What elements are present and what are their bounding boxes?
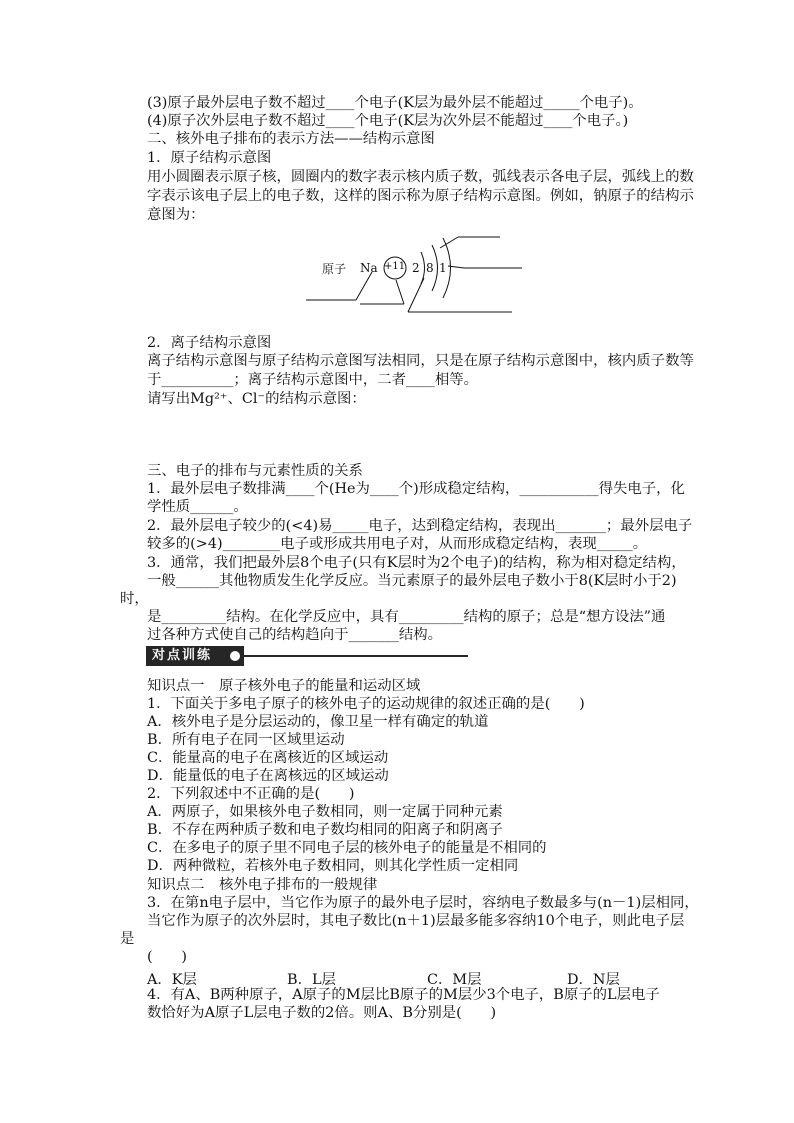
text-line: (3)原子最外层电子数不超过____个电子(K层为最外层不能超过_____个电子)。	[147, 95, 643, 111]
shell-l-count: 8	[426, 261, 434, 275]
knowledge-point-title: 知识点一 原子核外电子的能量和运动区域	[147, 678, 421, 694]
atom-label: 原子	[322, 262, 347, 276]
section-header-label: 对点训练	[146, 646, 244, 666]
shell-k-count: 2	[412, 261, 420, 275]
option-b: B．L层	[287, 972, 336, 988]
knowledge-point-title: 知识点二 核外电子排布的一般规律	[147, 877, 378, 893]
text-line: 一般______其他物质发生化学反应。当元素原子的最外层电子数小于8(K层时小于2)	[147, 573, 677, 589]
shell-m-count: 1	[439, 261, 447, 275]
option: C．能量高的电子在离核近的区域运动	[147, 750, 389, 766]
option: D．两种微粒，若核外电子数相同，则其化学性质一定相同	[147, 858, 519, 874]
text-line: 时，	[120, 591, 149, 607]
option: C．在多电子的原子里不同电子层的核外电子的能量是不相同的	[147, 840, 547, 856]
section-title: 二、核外电子排布的表示方法——结构示意图	[147, 131, 435, 147]
element-symbol: Na	[360, 261, 378, 275]
question-stem: 数恰好为A原子L层电子数的2倍。则A、B分别是( )	[147, 1005, 497, 1021]
text-line: 于__________；离子结构示意图中，二者____相等。	[147, 372, 478, 388]
text-line: (4)原子次外层电子数不超过____个电子(K层为次外层不能超过____个电子。)	[147, 113, 629, 129]
text-line: 用小圆圈表示原子核，圆圈内的数字表示核内质子数，弧线表示各电子层，弧线上的数	[147, 169, 694, 185]
text-line: 3．通常，我们把最外层8个电子(只有K层时为2个电子)的结构，称为相对稳定结构，	[147, 555, 686, 571]
option-a: A．K层	[147, 972, 197, 988]
subsection-title: 1．原子结构示意图	[147, 150, 272, 166]
question-stem: 当它作为原子的次外层时，其电子数比(n＋1)层最多能多容纳10个电子，则此电子层	[147, 913, 685, 929]
header-rule	[244, 655, 468, 657]
practice-section-header	[146, 646, 468, 666]
text-line: 1．最外层电子数排满____个(He为____个)形成稳定结构，___________得失电子，化	[147, 481, 685, 497]
header-dot	[230, 651, 240, 661]
text-line: 2．最外层电子较少的(<4)易_____电子，达到稳定结构，表现出_______；最外层电子	[147, 518, 693, 534]
q3-options	[147, 968, 647, 986]
text-line: 请写出Mg²⁺、Cl⁻的结构示意图：	[147, 391, 366, 407]
text-line: 是_________结构。在化学反应中，具有_________结构的原子；总是“想方设法”通	[147, 609, 666, 625]
question-stem: 1．下面关于多电子原子的核外电子的运动规律的叙述正确的是( )	[147, 696, 585, 712]
question-stem: 3．在第n电子层中，当它作为原子的最外电子层时，容纳电子数最多与(n－1)层相同，	[147, 895, 699, 911]
text-line: 较多的(>4)________电子或形成共用电子对，从而形成稳定结构，表现_____。	[147, 536, 648, 552]
answer-bracket: ( )	[147, 949, 188, 965]
option: D．能量低的电子在离核远的区域运动	[147, 768, 389, 784]
option: A．两原子，如果核外电子数相同，则一定属于同种元素	[147, 804, 503, 820]
subsection-title: 2．离子结构示意图	[147, 335, 272, 351]
text-line: 过各种方式使自己的结构趋向于_______结构。	[147, 627, 443, 643]
text-line: 学性质______。	[147, 499, 248, 515]
question-stem: 4．有A、B两种原子，A原子的M层比B原子的M层少3个电子，B原子的L层电子	[147, 987, 660, 1003]
question-stem: 是	[120, 931, 135, 947]
option: B．所有电子在同一区域里运动	[147, 732, 345, 748]
option: A．核外电子是分层运动的，像卫星一样有确定的轨道	[147, 714, 489, 730]
text-line: 意图为：	[147, 207, 205, 223]
option-c: C．M层	[427, 972, 482, 988]
text-line: 离子结构示意图与原子结构示意图写法相同，只是在原子结构示意图中，核内质子数等	[147, 353, 694, 369]
nucleus-charge: +11	[384, 261, 406, 272]
section-title: 三、电子的排布与元素性质的关系	[147, 463, 363, 479]
question-stem: 2．下列叙述中不正确的是( )	[147, 786, 355, 802]
text-line: 字表示该电子层上的电子数，这样的图示称为原子结构示意图。例如，钠原子的结构示	[147, 188, 694, 204]
option-d: D．N层	[567, 972, 620, 988]
option: B．不存在两种质子数和电子数均相同的阳离子和阴离子	[147, 822, 503, 838]
sodium-atom-diagram	[300, 228, 530, 318]
